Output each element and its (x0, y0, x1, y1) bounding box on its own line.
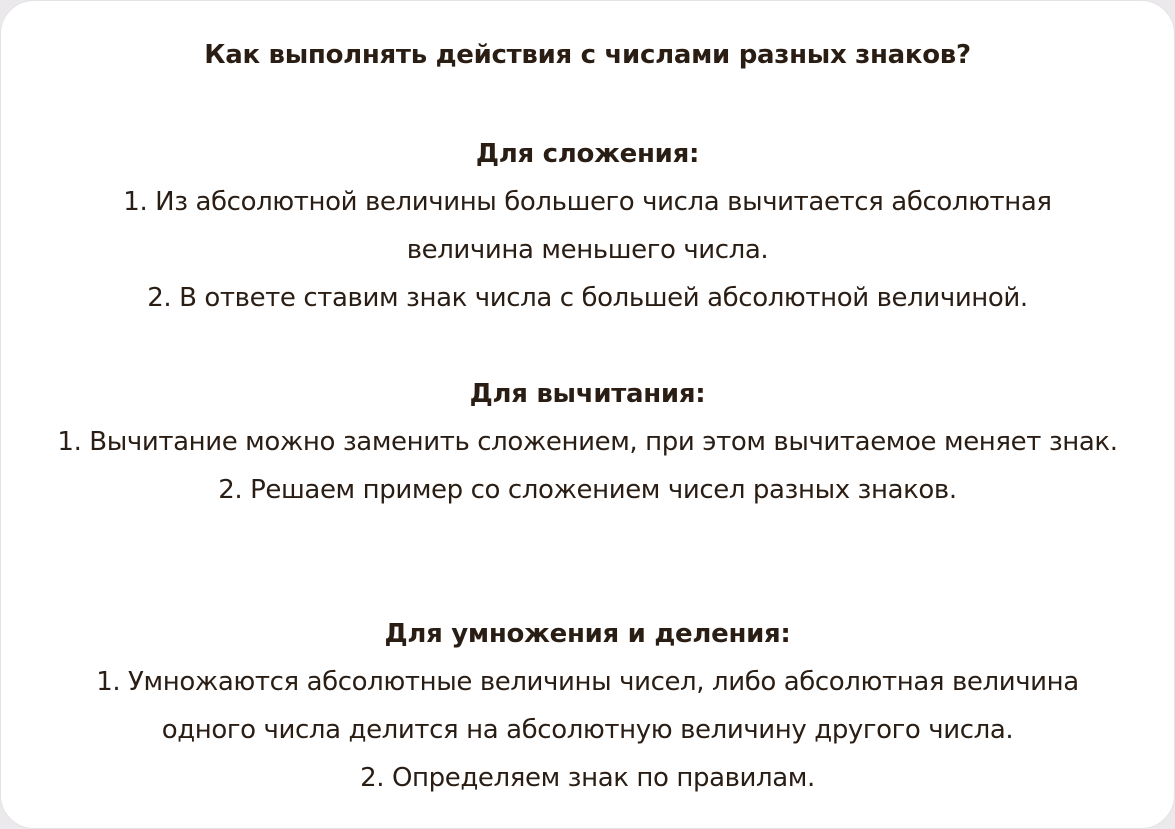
addition-rule-2: 2. В ответе ставим знак числа с большей абсолютной величиной. (147, 283, 1028, 313)
page-title: Как выполнять действия с числами разных знаков? (204, 40, 971, 70)
subtraction-rules (1, 418, 1174, 514)
addition-rule-1: 1. Из абсолютной величины большего числа вычитается абсолютная величина меньшего числа. (123, 187, 1052, 265)
multiplication-division-rule-2: 2. Определяем знак по правилам. (360, 763, 815, 793)
section-heading-multiplication-division: Для умножения и деления: (384, 619, 791, 649)
section-heading-subtraction: Для вычитания: (469, 379, 706, 409)
multiplication-division-rule-1: 1. Умножаются абсолютные величины чисел, либо абсолютная величина одного числа делится на абсолютную величину другого числа. (96, 667, 1079, 745)
section-heading-addition: Для сложения: (475, 139, 700, 169)
addition-rules (1, 178, 1174, 322)
multiplication-division-rules (1, 658, 1174, 802)
subtraction-rule-1: 1. Вычитание можно заменить сложением, при этом вычитаемое меняет знак. (57, 427, 1118, 457)
section-multiplication-division (1, 610, 1174, 802)
section-addition (1, 130, 1174, 322)
section-subtraction (1, 370, 1174, 514)
subtraction-rule-2: 2. Решаем пример со сложением чисел разных знаков. (218, 475, 957, 505)
